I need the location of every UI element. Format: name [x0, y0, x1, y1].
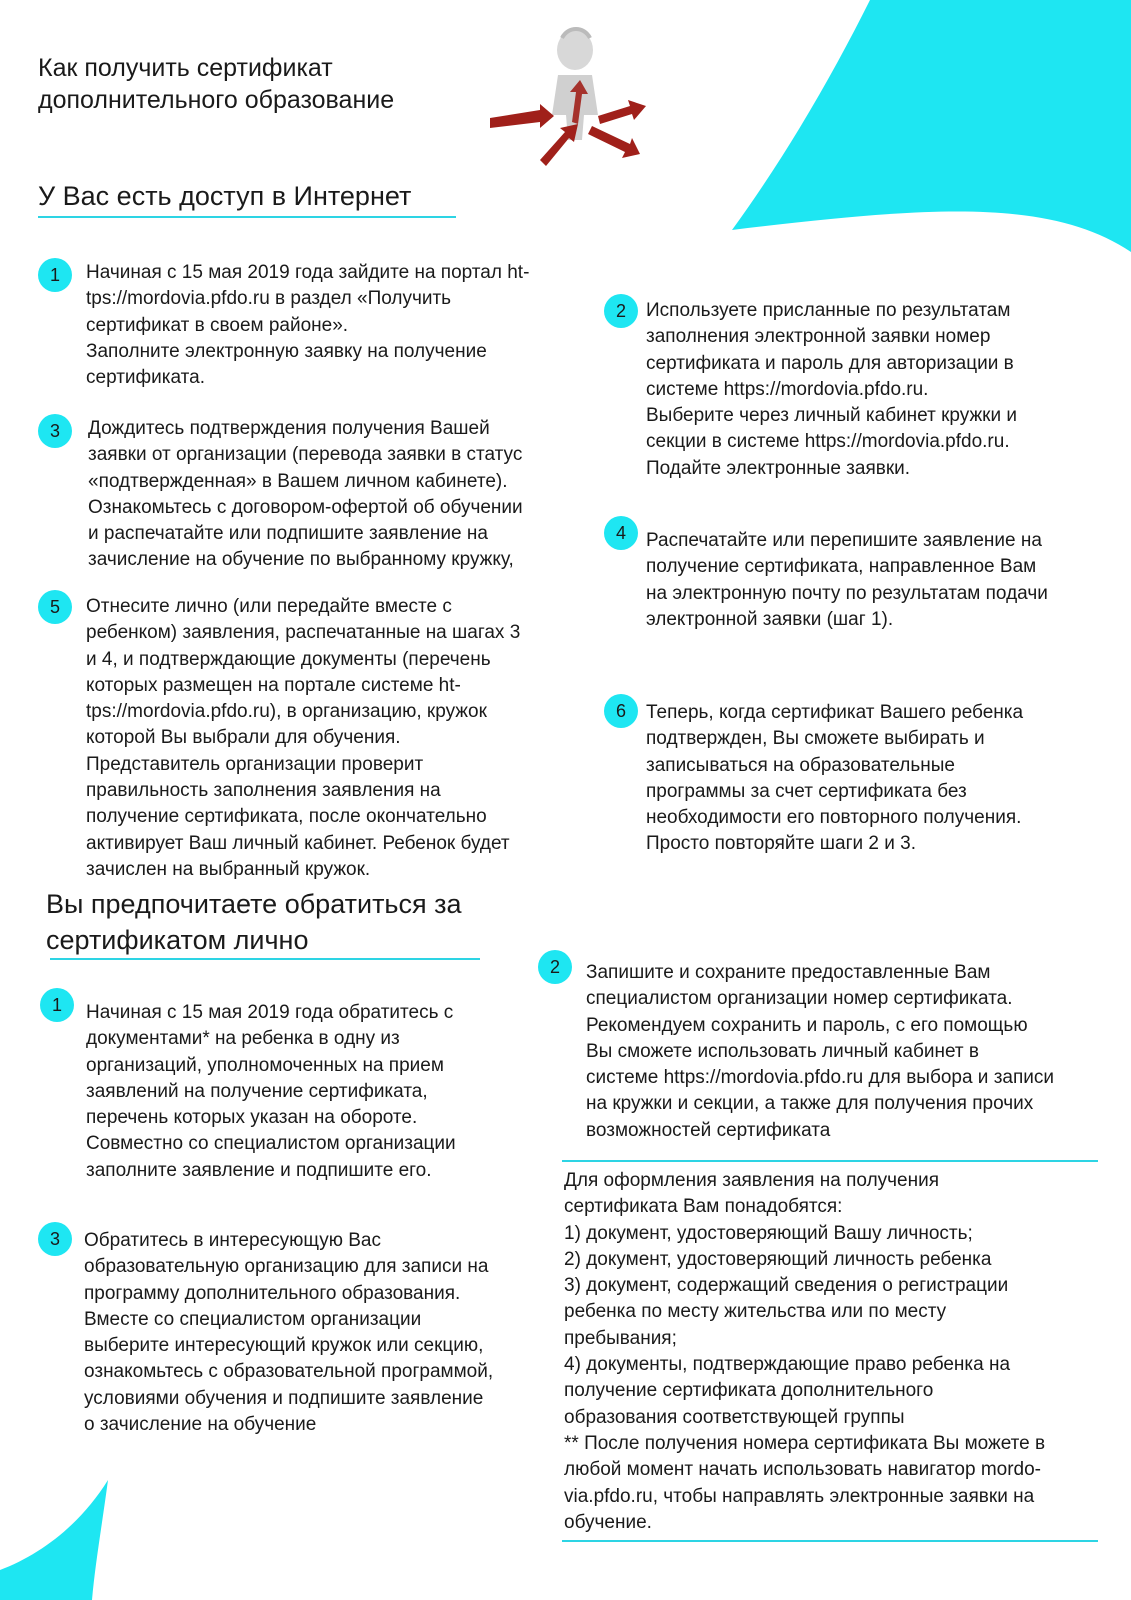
top-right-corner-decoration: [720, 0, 1131, 260]
step-3-text: Дождитесь подтверждения получения Вашей заявки от организации (перевода заявки в статус «подтвержденная» в Вашем личном кабинете). Ознакомьтесь с договором-офертой об обучении и распечатайте или подпишите заявление на зачисление на обучение по выбранному кружку,: [88, 418, 523, 571]
personal-step-3-text: Обратитесь в интересующую Вас образовательную организацию для записи на программу дополнительного образования. Вместе со специалистом организации выберите интересующий кружок или секцию, ознакомьтесь с образовательной программой, условиями обучения и подпишите заявление о зачисление на обучение: [84, 1230, 494, 1436]
bottom-left-corner-decoration: [0, 1480, 110, 1600]
step-1-badge: 1: [38, 258, 72, 292]
personal-step-1-text: Начиная с 15 мая 2019 года обратитесь с документами* на ребенка в одну из организаций, уполномоченных на прием заявлений на получение сертификата, перечень которых указан на обороте. Совместно со специалистом организации заполните заявление и подпишите его.: [86, 1002, 456, 1181]
step-4-badge: 4: [604, 516, 638, 550]
personal-step-1-badge: 1: [40, 988, 74, 1022]
step-5-badge: 5: [38, 590, 72, 624]
step-4-text: Распечатайте или перепишите заявление на получение сертификата, направленное Вам на электронную почту по результатам подачи электронной заявки (шаг 1).: [646, 530, 1048, 630]
documents-bottom-divider: [562, 1540, 1098, 1542]
page-title: Как получить сертификат дополнительного образование: [38, 54, 395, 114]
person-arrows-illustration: [480, 20, 665, 170]
step-6-text: Теперь, когда сертификат Вашего ребенка подтвержден, Вы сможете выбирать и записываться на образовательные программы за счет сертификата без необходимости его повторного получения. Просто повторяйте шаги 2 и 3.: [646, 702, 1024, 855]
personal-step-2-badge: 2: [538, 950, 572, 984]
step-6-badge: 6: [604, 694, 638, 728]
section-online-divider: [38, 216, 456, 218]
step-3-badge: 3: [38, 414, 72, 448]
documents-top-divider: [562, 1160, 1098, 1162]
section-online-heading: У Вас есть доступ в Интернет: [38, 181, 412, 211]
step-2-text: Используете присланные по результатам заполнения электронной заявки номер сертификата и пароль для авторизации в системе https://mordovia.pfdo.ru. Выберите через личный кабинет кружки и секции в системе https://mordovia.pfdo.ru. Подайте электронные заявки.: [646, 300, 1018, 479]
personal-step-3-badge: 3: [38, 1222, 72, 1256]
step-2-badge: 2: [604, 294, 638, 328]
personal-step-2-text: Запишите и сохраните предоставленные Вам специалистом организации номер сертификата. Рекомендуем сохранить и пароль, с его помощью Вы сможете использовать личный кабинет в системе https://mordovia.pfdo.ru для выбора и записи на кружки и секции, а также для получения прочих возможностей сертификата: [586, 962, 1054, 1141]
section-personal-heading: Вы предпочитаете обратиться за сертификатом лично: [46, 889, 462, 955]
section-personal-divider: [50, 958, 480, 960]
step-1-text: Начиная с 15 мая 2019 года зайдите на портал ht- tps://mordovia.pfdo.ru в раздел «Получить сертификат в своем районе». Заполните электронную заявку на получение сертификата.: [86, 262, 530, 389]
documents-note: Для оформления заявления на получения сертификата Вам понадобятся: 1) документ, удостоверяющий Вашу личность; 2) документ, удостоверяющий личность ребенка 3) документ, содержащий сведения о регистрации ребенка по месту жительства или по месту пребывания; 4) документы, подтверждающие право ребенка на получение сертификата дополнительного образования соответствующей группы ** После получения номера сертификата Вы можете в любой момент начать использовать навигатор mordo- via.pfdo.ru, чтобы направлять электронные заявки на обучение.: [564, 1170, 1046, 1533]
step-5-text: Отнесите лично (или передайте вместе с ребенком) заявления, распечатанные на шагах 3 и 4, и подтверждающие документы (перечень которых размещен на портале системе ht- tps://mordovia.pfdo.ru), в организацию, кружок которой Вы выбрали для обучения. Представитель организации проверит правильность заполнения заявления на получение сертификата, после окончательно активирует Ваш личный кабинет. Ребенок будет зачислен на выбранный кружок.: [86, 596, 521, 880]
